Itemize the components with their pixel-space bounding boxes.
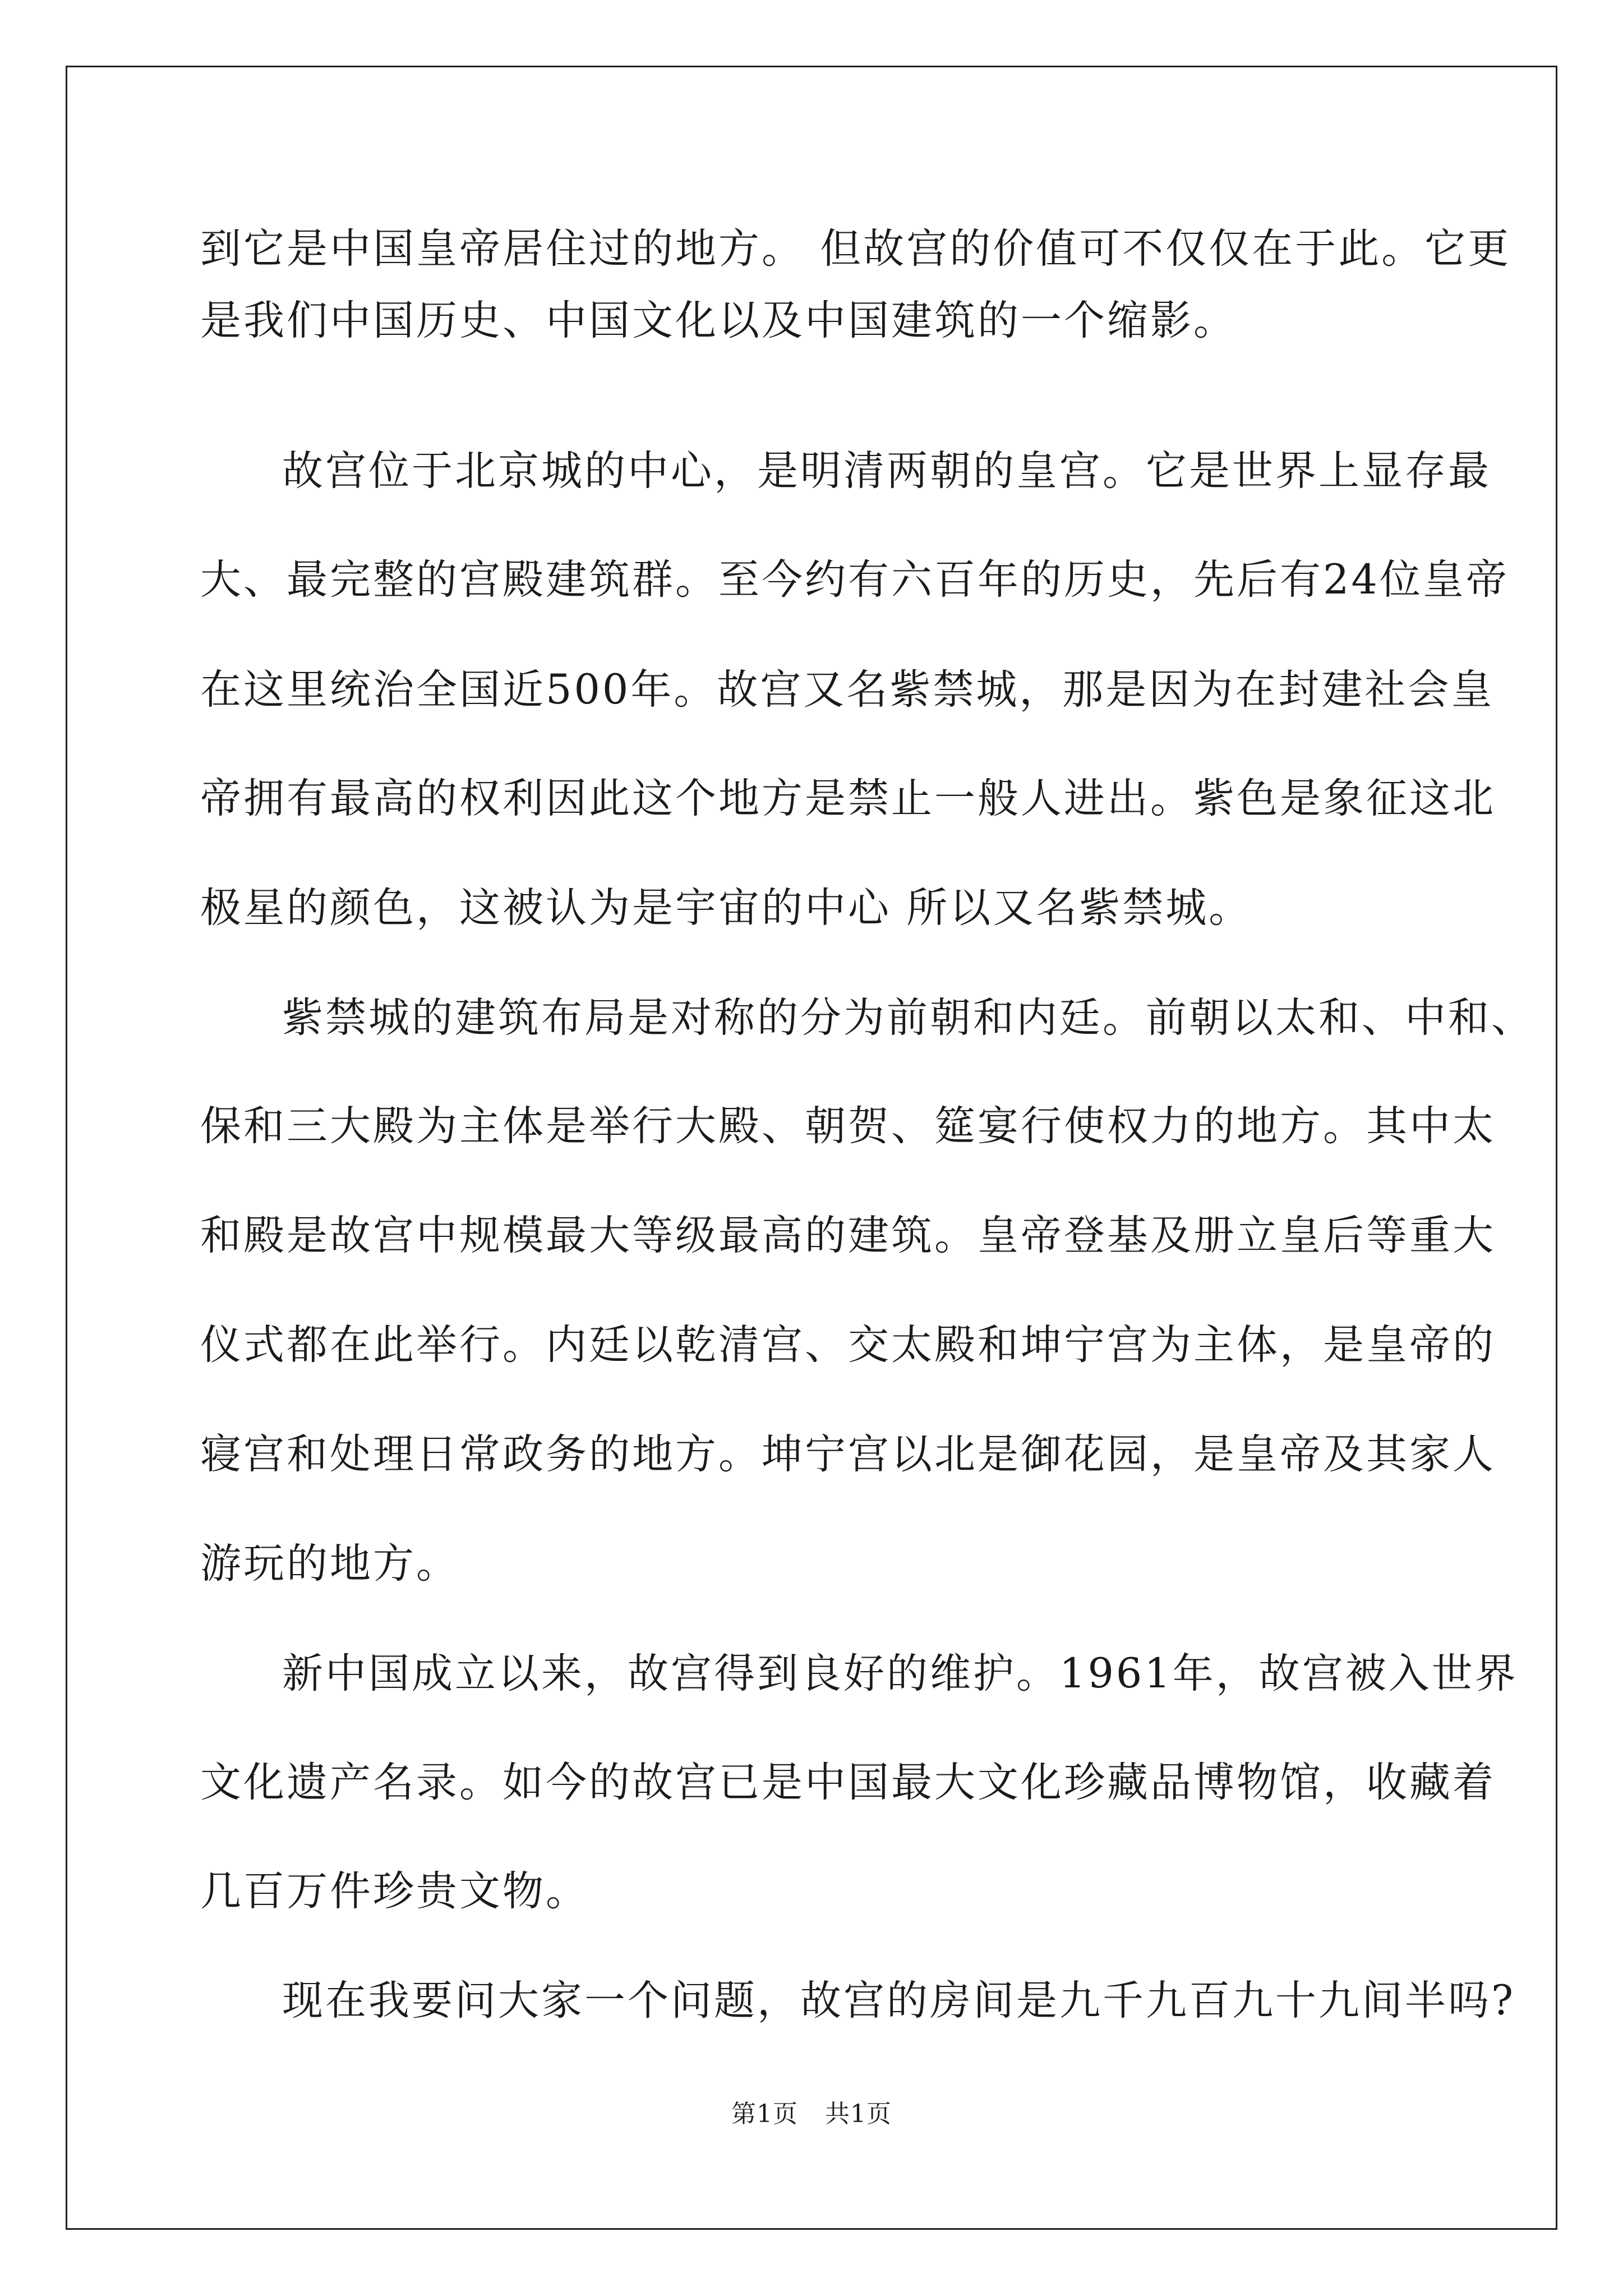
text-line: 几百万件珍贵文物。 — [200, 1867, 589, 1915]
text-line: 游玩的地方。 — [200, 1540, 459, 1588]
page-number-current: 第1页 — [731, 2100, 798, 2128]
text-line: 和殿是故宫中规模最大等级最高的建筑。皇帝登基及册立皇后等重大 — [200, 1212, 1496, 1259]
paragraph-first-line: 紫禁城的建筑布局是对称的分为前朝和内廷。前朝以太和、中和、 — [282, 994, 1534, 1042]
text-line: 大、最完整的宫殿建筑群。至今约有六百年的历史，先后有24位皇帝 — [200, 556, 1509, 604]
text-line: 仪式都在此举行。内廷以乾清宫、交太殿和坤宁宫为主体，是皇帝的 — [200, 1321, 1496, 1369]
page-number-total: 共1页 — [825, 2100, 892, 2128]
text-line: 保和三大殿为主体是举行大殿、朝贺、筵宴行使权力的地方。其中太 — [200, 1102, 1496, 1150]
text-line: 在这里统治全国近500年。故宫又名紫禁城，那是因为在封建社会皇 — [200, 666, 1495, 714]
text-line: 文化遗产名录。如今的故宫已是中国最大文化珍藏品博物馆，收藏着 — [200, 1759, 1496, 1806]
paragraph-first-line: 现在我要问大家一个问题，故宫的房间是九千九百九十九间半吗? — [282, 1977, 1516, 2024]
text-line: 极星的颜色，这被认为是宇宙的中心 所以又名紫禁城。 — [200, 884, 1252, 932]
page-footer — [0, 2093, 1623, 2129]
text-line: 是我们中国历史、中国文化以及中国建筑的一个缩影。 — [200, 297, 1237, 344]
text-line: 寝宫和处理日常政务的地方。坤宁宫以北是御花园，是皇帝及其家人 — [200, 1430, 1496, 1478]
paragraph-first-line: 故宫位于北京城的中心，是明清两朝的皇宫。它是世界上显存最 — [282, 447, 1491, 495]
text-line: 到它是中国皇帝居住过的地方。 但故宫的价值可不仅仅在于此。它更 — [200, 225, 1511, 273]
text-line: 帝拥有最高的权利因此这个地方是禁止一般人进出。紫色是象征这北 — [200, 775, 1496, 822]
paragraph-first-line: 新中国成立以来，故宫得到良好的维护。1961年，故宫被入世界 — [282, 1650, 1518, 1697]
